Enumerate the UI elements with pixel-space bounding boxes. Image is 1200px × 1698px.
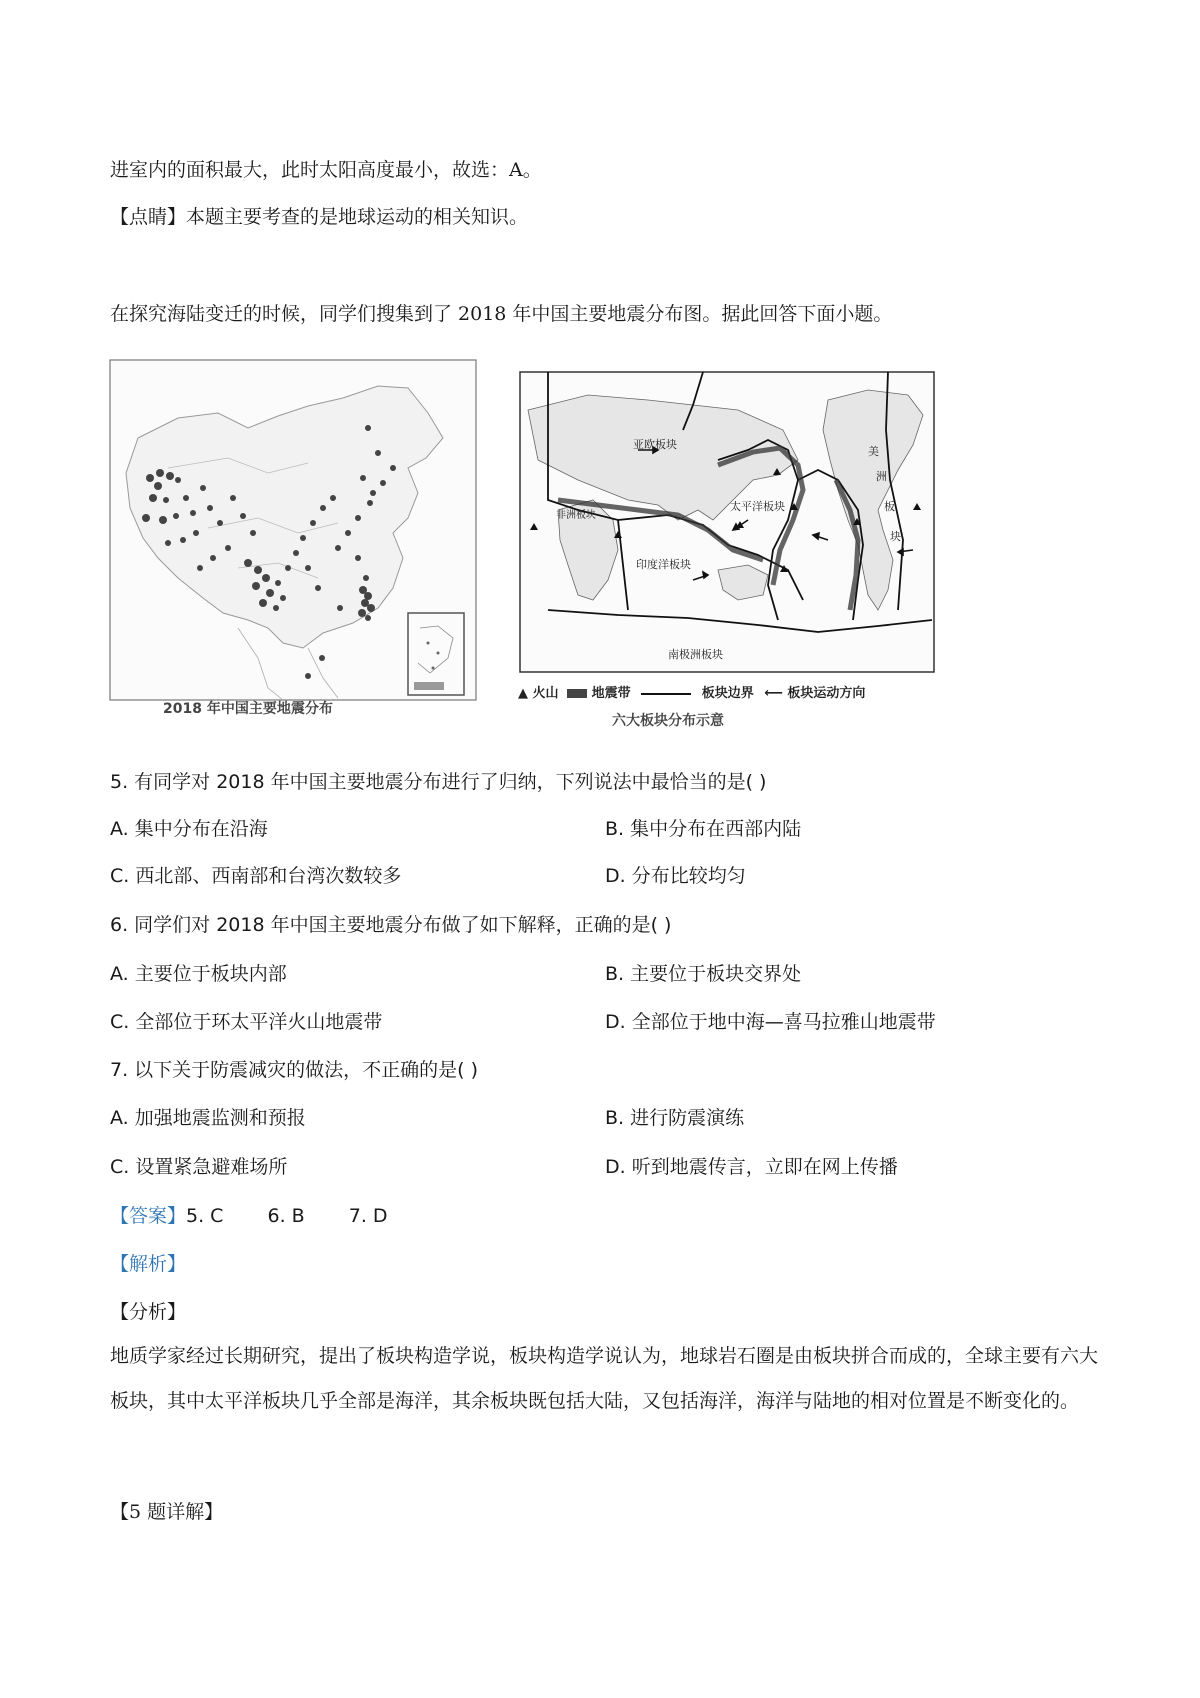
plate-label-american-2: 洲 [876,470,887,483]
question-5-option-a[interactable]: A. 集中分布在沿海 [110,818,268,840]
question-5-option-d[interactable]: D. 分布比较均匀 [605,865,746,887]
fenxi-label: 【分析】 [110,1301,187,1323]
boundary-legend-icon [641,693,691,695]
detail-5-label: 【5 题详解】 [110,1501,224,1523]
direction-legend-icon: ⟵ [764,686,783,701]
plates-map-title: 六大板块分布示意 [612,713,724,729]
comment-line: 【点睛】本题主要考查的是地球运动的相关知识。 [110,206,529,228]
question-5-option-c[interactable]: C. 西北部、西南部和台湾次数较多 [110,865,402,887]
plate-label-antarctic: 南极洲板块 [668,648,723,661]
plate-label-pacific: 太平洋板块 [730,500,785,513]
plate-label-indian-ocean: 印度洋板块 [636,558,691,571]
analysis-paragraph: 地质学家经过长期研究，提出了板块构造学说，板块构造学说认为，地球岩石圈是由板块拼合而成的，全球主要有六大板块，其中太平洋板块几乎全部是海洋，其余板块既包括大陆，又包括海洋，海洋与陆地的相对位置是不断变化的。 [110,1345,1099,1412]
question-7-stem: 7. 以下关于防震减灾的做法，不正确的是( ) [110,1059,479,1081]
legend-volcano: 火山 [532,686,559,701]
answer-label: 【答案】 [110,1205,187,1227]
plates-legend [518,682,938,701]
question-7-option-d[interactable]: D. 听到地震传言，立即在网上传播 [605,1156,898,1178]
analysis-label: 【解析】 [110,1253,187,1275]
china-earthquake-map [108,358,480,716]
question-6-option-b[interactable]: B. 主要位于板块交界处 [605,963,802,985]
question-7-option-b[interactable]: B. 进行防震演练 [605,1107,745,1129]
question-6-option-a[interactable]: A. 主要位于板块内部 [110,963,287,985]
answer-line [110,1204,388,1228]
volcano-legend-icon: ▲ [518,686,528,701]
answer-6: 6. B [267,1205,305,1227]
question-7-option-c[interactable]: C. 设置紧急避难场所 [110,1156,288,1178]
plate-label-american-1: 美 [868,445,879,458]
previous-answer-line: 进室内的面积最大，此时太阳高度最小，故选：A。 [110,159,542,181]
seismic-belt-legend-icon [567,689,587,698]
plates-map [518,370,938,732]
plate-label-african: 非洲板块 [556,510,596,521]
plate-label-american-3: 板 [884,500,895,513]
question-5-stem: 5. 有同学对 2018 年中国主要地震分布进行了归纳，下列说法中最恰当的是( ) [110,771,767,793]
question-7-option-a[interactable]: A. 加强地震监测和预报 [110,1107,306,1129]
legend-boundary: 板块边界 [701,686,754,701]
answer-7: 7. D [348,1205,388,1227]
plate-label-american-4: 块 [890,530,901,543]
context-paragraph: 在探究海陆变迁的时候，同学们搜集到了 2018 年中国主要地震分布图。据此回答下面小题。 [110,303,893,325]
question-5-option-b[interactable]: B. 集中分布在西部内陆 [605,818,802,840]
legend-direction: 板块运动方向 [787,686,866,701]
plate-label-eurasian: 亚欧板块 [633,438,677,451]
question-6-stem: 6. 同学们对 2018 年中国主要地震分布做了如下解释，正确的是( ) [110,914,672,936]
question-6-option-c[interactable]: C. 全部位于环太平洋火山地震带 [110,1011,383,1033]
china-map-caption: 2018 年中国主要地震分布 [163,701,333,717]
question-6-option-d[interactable]: D. 全部位于地中海—喜马拉雅山地震带 [605,1011,936,1033]
legend-seismic-belt: 地震带 [591,686,631,701]
answer-5: 5. C [186,1205,224,1227]
